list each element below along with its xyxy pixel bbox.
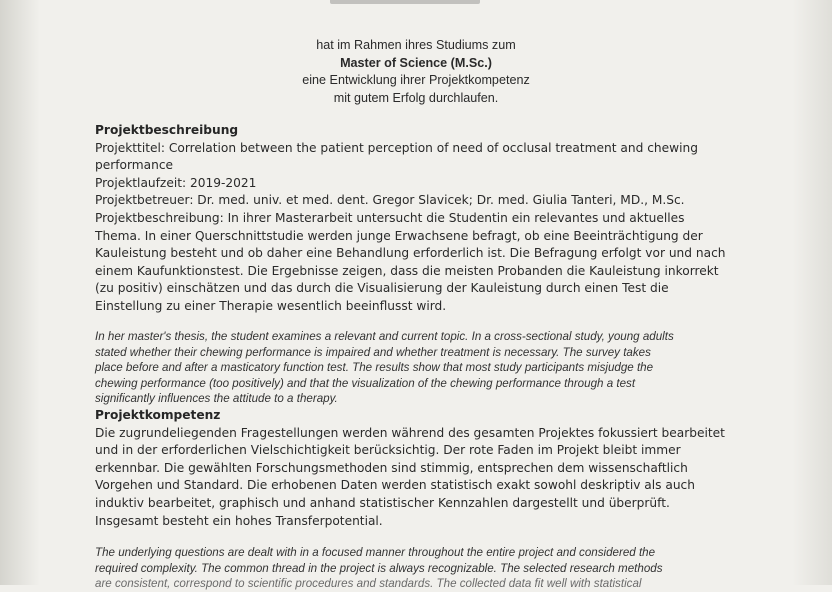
english-description — [95, 329, 735, 407]
english-description-line: stated whether their chewing performance is impaired and whether treatment is necessary. The survey takes — [95, 345, 651, 359]
english-description-line: In her master's thesis, the student examines a relevant and current topic. In a cross-sectional study, young adults — [95, 330, 674, 343]
project-supervisors: Projektbetreuer: Dr. med. univ. et med. dent. Gregor Slavicek; Dr. med. Giulia Tanteri, MD., M.Sc. — [95, 193, 685, 208]
projektbeschreibung-heading: Projektbeschreibung — [95, 123, 239, 137]
competence-line: und in der erforderlichen Vielschichtigkeit berücksichtig. Der rote Faden im Projekt bleibt immer — [95, 443, 681, 458]
competence-line: Insgesamt besteht ein hohes Transferpotential. — [95, 513, 383, 528]
english-description-line: chewing performance (too positively) and that the visualization of the chewing performance through a test — [95, 376, 636, 390]
project-description-section — [95, 122, 735, 316]
description-line: Einstellung zu einer Therapie wesentlich beeinflusst wird. — [95, 298, 447, 313]
competence-line: Vorgehen und Standard. Die erhobenen Daten werden statistisch exakt sowohl deskriptiv als auch — [95, 478, 695, 493]
project-duration: Projektlaufzeit: 2019-2021 — [95, 175, 257, 190]
competence-line: Die zugrundeliegenden Fragestellungen werden während des gesamten Projektes fokussiert bearbeitet — [95, 425, 725, 440]
project-title-line-2: performance — [95, 158, 174, 173]
description-line: Thema. In einer Querschnittstudie werden junge Erwachsene befragt, ob eine Beeinträchtigung der — [95, 228, 703, 243]
project-title-line-1: Projekttitel: Correlation between the patient perception of need of occlusal treatment and chewing — [95, 140, 698, 155]
intro-line-1: hat im Rahmen ihres Studiums zum — [316, 38, 516, 52]
cropped-header-text — [330, 0, 480, 4]
competence-line: erkennbar. Die gewählten Forschungsmethoden sind stimmig, entsprechen dem wissenschaftlich — [95, 460, 688, 475]
description-line: Kauleistung besteht und ob daher eine Behandlung erforderlich ist. Die Befragung erfolgt vor und nach — [95, 246, 726, 261]
project-competence-section — [95, 407, 735, 530]
description-line: (zu positiv) einschätzen und das durch die Visualisierung der Kauleistung durch einen Test die — [95, 281, 669, 296]
degree-title: Master of Science (M.Sc.) — [340, 55, 492, 70]
intro-line-3: eine Entwicklung ihrer Projektkompetenz — [302, 73, 530, 87]
certificate-intro — [0, 37, 832, 107]
english-description-line: place before and after a masticatory function test. The results show that most study participants misjudge the — [95, 361, 654, 375]
description-line: einem Kaufunktionstest. Die Ergebnisse zeigen, dass die meisten Probanden die Kauleistung inkorrekt — [95, 263, 719, 278]
projektkompetenz-heading: Projektkompetenz — [95, 408, 221, 422]
english-description-line: significantly influences the attitude to a therapy. — [95, 392, 338, 406]
description-line: Projektbeschreibung: In ihrer Masterarbeit untersucht die Studentin ein relevantes und aktuelles — [95, 210, 685, 225]
competence-line: induktiv bearbeitet, graphisch und anhand statistischer Kennzahlen dargestellt und überprüft. — [95, 495, 670, 510]
english-competence-line: are consistent, correspond to scientific procedures and standards. The collected data fit well with statistical — [95, 577, 642, 591]
intro-line-4: mit gutem Erfolg durchlaufen. — [333, 90, 499, 105]
english-competence-line: The underlying questions are dealt with in a focused manner throughout the entire project and considered the — [95, 546, 656, 559]
english-competence-line: required complexity. The common thread in the project is always recognizable. The selected research methods — [95, 561, 663, 575]
